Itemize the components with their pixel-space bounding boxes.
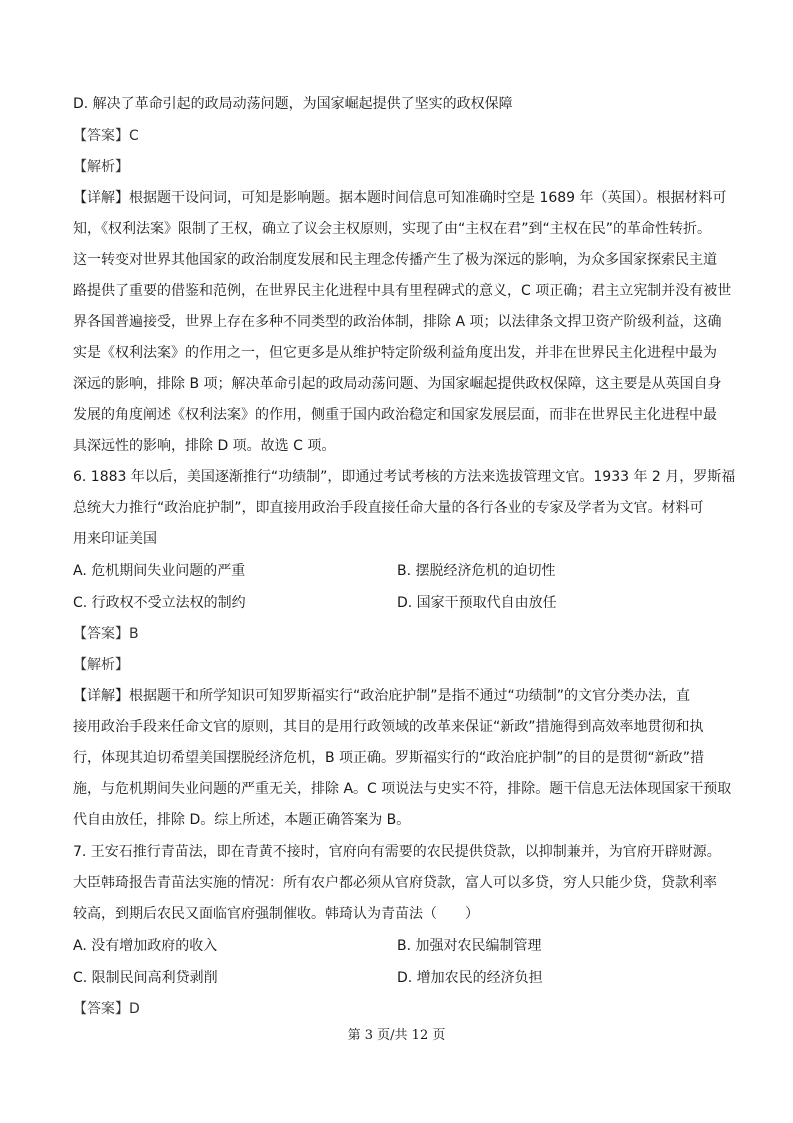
analysis-label: 【解析】 xyxy=(73,657,129,673)
detail-line: 接用政治手段来任命文官的原则，其目的是用行政领域的改革来保证“新政”措施得到高效率地贯彻和执 xyxy=(73,719,704,735)
question-7-stem: 较高，到期后农民又面临官府强制催收。韩琦认为青苗法（ ） xyxy=(73,906,479,922)
detail-line: 深远的影响，排除 B 项；解决革命引起的政局动荡问题、为国家崛起提供政权保障，这主要是从英国自身 xyxy=(73,376,722,392)
question-7-stem: 7. 王安石推行青苗法，即在青黄不接时，官府向有需要的农民提供贷款，以抑制兼并，为官府开辟财源。 xyxy=(73,844,721,860)
answer-label: 【答案】D xyxy=(73,1001,140,1017)
question-7-option-a: A. 没有增加政府的收入 xyxy=(73,938,218,954)
answer-label: 【答案】B xyxy=(73,626,139,642)
detail-line: 具深远性的影响，排除 D 项。故选 C 项。 xyxy=(73,438,336,454)
question-6-option-c: C. 行政权不受立法权的制约 xyxy=(73,595,246,611)
question-7-stem: 大臣韩琦报告青苗法实施的情况：所有农户都必须从官府贷款，富人可以多贷，穷人只能少贷，贷款利率 xyxy=(73,875,717,891)
detail-line: 【详解】根据题干设问词，可知是影响题。据本题时间信息可知准确时空是 1689 年（英国）。根据材料可 xyxy=(73,190,727,206)
detail-line: 施，与危机期间失业问题的严重无关，排除 A。C 项说法与史实不符，排除。题干信息无法体现国家干预取 xyxy=(73,781,732,797)
question-6-option-d: D. 国家干预取代自由放任 xyxy=(397,595,557,611)
page-footer: 第 3 页/共 12 页 xyxy=(347,1028,446,1043)
question-6-option-a: A. 危机期间失业问题的严重 xyxy=(73,563,246,579)
detail-line: 行，体现其迫切希望美国摆脱经济危机，B 项正确。罗斯福实行的“政治庇护制”的目的是贯彻“新政”措 xyxy=(73,750,705,766)
detail-line: 这一转变对世界其他国家的政治制度发展和民主理念传播产生了极为深远的影响，为众多国家探索民主道 xyxy=(73,252,717,268)
detail-line: 界各国普遍接受，世界上存在多种不同类型的政治体制，排除 A 项；以法律条文捍卫资产阶级利益，这确 xyxy=(73,314,722,330)
question-7-option-d: D. 增加农民的经济负担 xyxy=(397,970,543,986)
answer-label: 【答案】C xyxy=(73,128,139,144)
question-7-option-c: C. 限制民间高利贷剥削 xyxy=(73,970,218,986)
detail-line: 知，《权利法案》限制了王权，确立了议会主权原则，实现了由“主权在君”到“主权在民”的革命性转折。 xyxy=(73,221,712,237)
detail-line: 发展的角度阐述《权利法案》的作用，侧重于国内政治稳定和国家发展层面，而非在世界民主化进程中最 xyxy=(73,407,717,423)
question-7-option-b: B. 加强对农民编制管理 xyxy=(397,938,542,954)
analysis-label: 【解析】 xyxy=(73,159,129,175)
question-6-stem: 总统大力推行“政治庇护制”，即直接用政治手段直接任命大量的各行各业的专家及学者为文官。材料可 xyxy=(73,500,704,516)
question-6-stem: 用来印证美国 xyxy=(73,531,157,547)
detail-line: 实是《权利法案》的作用之一，但它更多是从维护特定阶级利益角度出发，并非在世界民主化进程中最为 xyxy=(73,345,717,361)
prev-question-option-d: D. 解决了革命引起的政局动荡问题，为国家崛起提供了坚实的政权保障 xyxy=(73,96,513,112)
question-6-option-b: B. 摆脱经济危机的迫切性 xyxy=(397,563,556,579)
question-6-stem: 6. 1883 年以后，美国逐渐推行“功绩制”，即通过考试考核的方法来选拔管理文官。1933 年 2 月，罗斯福 xyxy=(73,469,736,485)
detail-line: 路提供了重要的借鉴和范例，在世界民主化进程中具有里程碑式的意义，C 项正确；君主立宪制并没有被世 xyxy=(73,283,732,299)
detail-line: 代自由放任，排除 D。综上所述，本题正确答案为 B。 xyxy=(73,812,411,828)
detail-line: 【详解】根据题干和所学知识可知罗斯福实行“政治庇护制”是指不通过“功绩制”的文官分类办法，直 xyxy=(73,688,691,704)
